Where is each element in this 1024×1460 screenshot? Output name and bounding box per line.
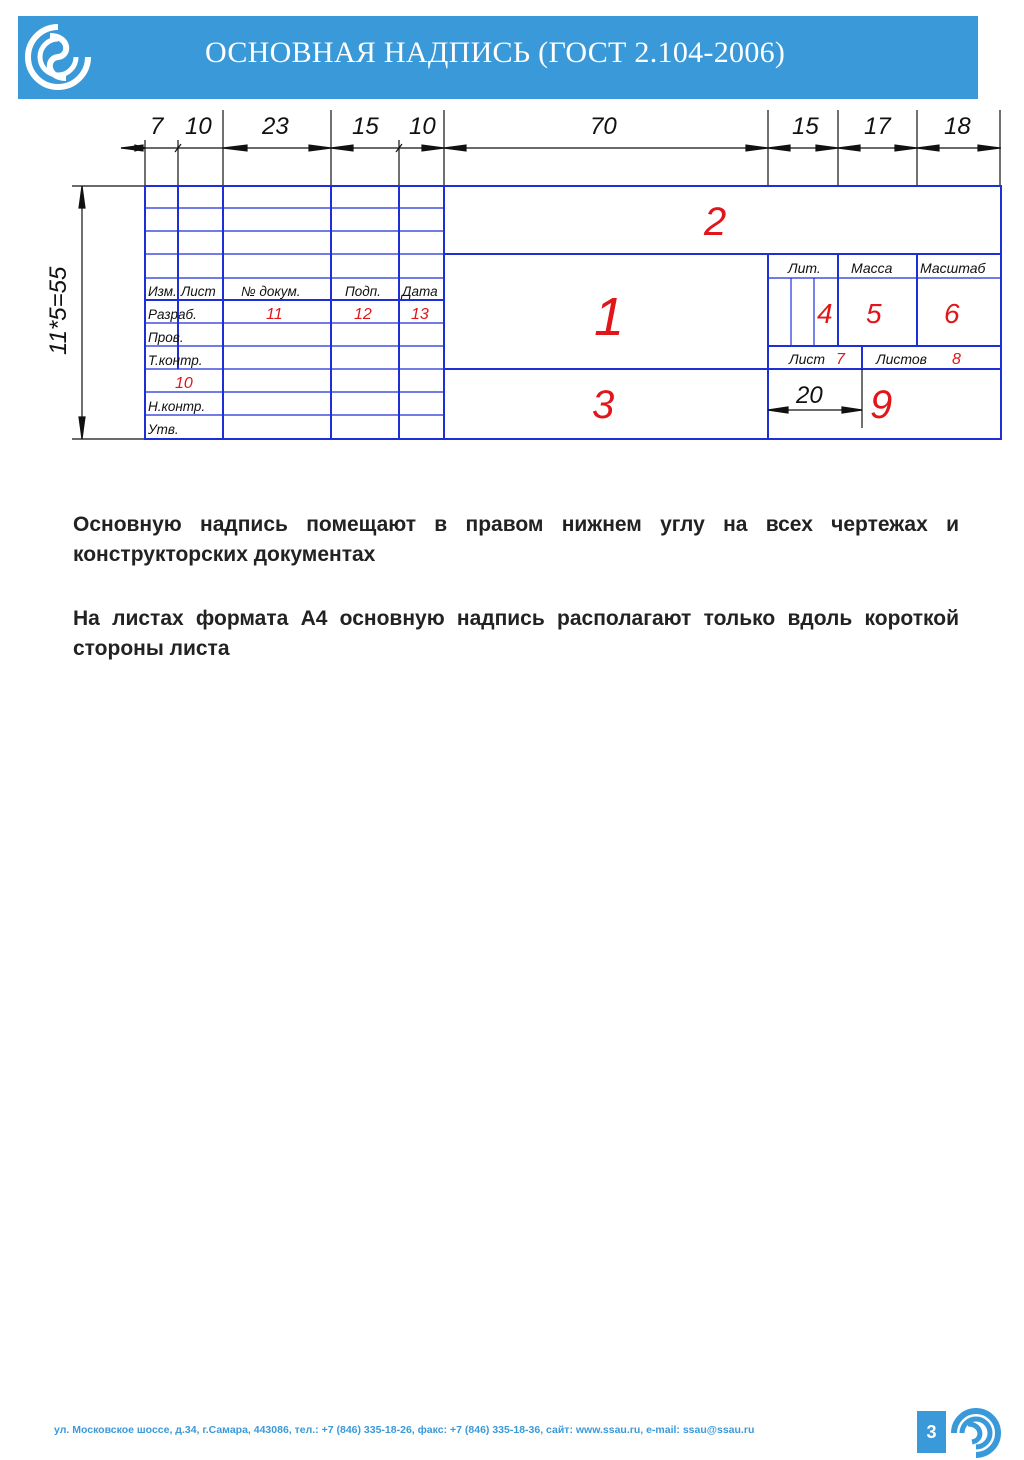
field-13: 13 — [411, 306, 429, 323]
dim-left: 11*5=55 — [45, 266, 72, 355]
label-docum: № докум. — [241, 284, 301, 299]
page-title: ОСНОВНАЯ НАДПИСЬ (ГОСТ 2.104-2006) — [205, 36, 786, 69]
field-2: 2 — [704, 200, 727, 244]
dim-17: 17 — [864, 113, 891, 140]
dim-7: 7 — [150, 113, 164, 140]
dim-23: 23 — [262, 113, 289, 140]
field-1: 1 — [594, 287, 625, 347]
field-numbers — [175, 200, 961, 427]
label-masshtab: Масштаб — [920, 260, 986, 276]
label-listov: Листов — [876, 351, 927, 367]
label-list: Лист — [181, 284, 216, 299]
row-labels — [147, 284, 438, 437]
label-razrab: Разраб. — [148, 307, 197, 322]
dim-15a: 15 — [352, 113, 379, 140]
dim-15b: 15 — [792, 113, 819, 140]
dim-70: 70 — [590, 113, 617, 140]
field-6: 6 — [944, 298, 960, 329]
label-tkontr: Т.контр. — [148, 353, 203, 368]
label-utv: Утв. — [148, 422, 179, 437]
field-8: 8 — [952, 351, 961, 368]
label-lit: Лит. — [788, 260, 821, 276]
field-7: 7 — [836, 351, 845, 368]
field-10: 10 — [175, 375, 193, 392]
label-list-sheet: Лист — [789, 351, 826, 367]
field-9: 9 — [870, 383, 893, 427]
field-5: 5 — [866, 298, 882, 329]
field-4: 4 — [817, 298, 833, 329]
dim-10a: 10 — [185, 113, 212, 140]
dim-20-label: 20 — [796, 382, 823, 409]
field-11: 11 — [266, 306, 283, 323]
paragraph-placement: Основную надпись помещают в правом нижнем углу на всех чертежах и конструкторских документах — [73, 513, 959, 566]
field-3: 3 — [592, 383, 615, 427]
slide-footer — [0, 700, 1024, 1442]
dim-10b: 10 — [409, 113, 436, 140]
dim-18: 18 — [944, 113, 971, 140]
label-izm: Изм. — [148, 284, 177, 299]
label-data: Дата — [402, 284, 438, 299]
page-number: 3 — [917, 1411, 946, 1453]
label-podp: Подп. — [345, 284, 381, 299]
footer-address: ул. Московское шоссе, д.34, г.Самара, 443086, тел.: +7 (846) 335-18-26, факс: +7 (846) 335-18-36, сайт: www.ssau.ru, e-mail: ssau@ssau.ru — [54, 1424, 755, 1436]
field-12: 12 — [354, 306, 372, 323]
label-nkontr: Н.контр. — [148, 399, 206, 414]
ssau-logo-icon — [946, 1406, 1006, 1460]
paragraph-a4: На листах формата А4 основную надпись располагают только вдоль короткой стороны листа — [73, 607, 959, 660]
label-prov: Пров. — [148, 330, 184, 345]
label-massa: Масса — [851, 260, 893, 276]
